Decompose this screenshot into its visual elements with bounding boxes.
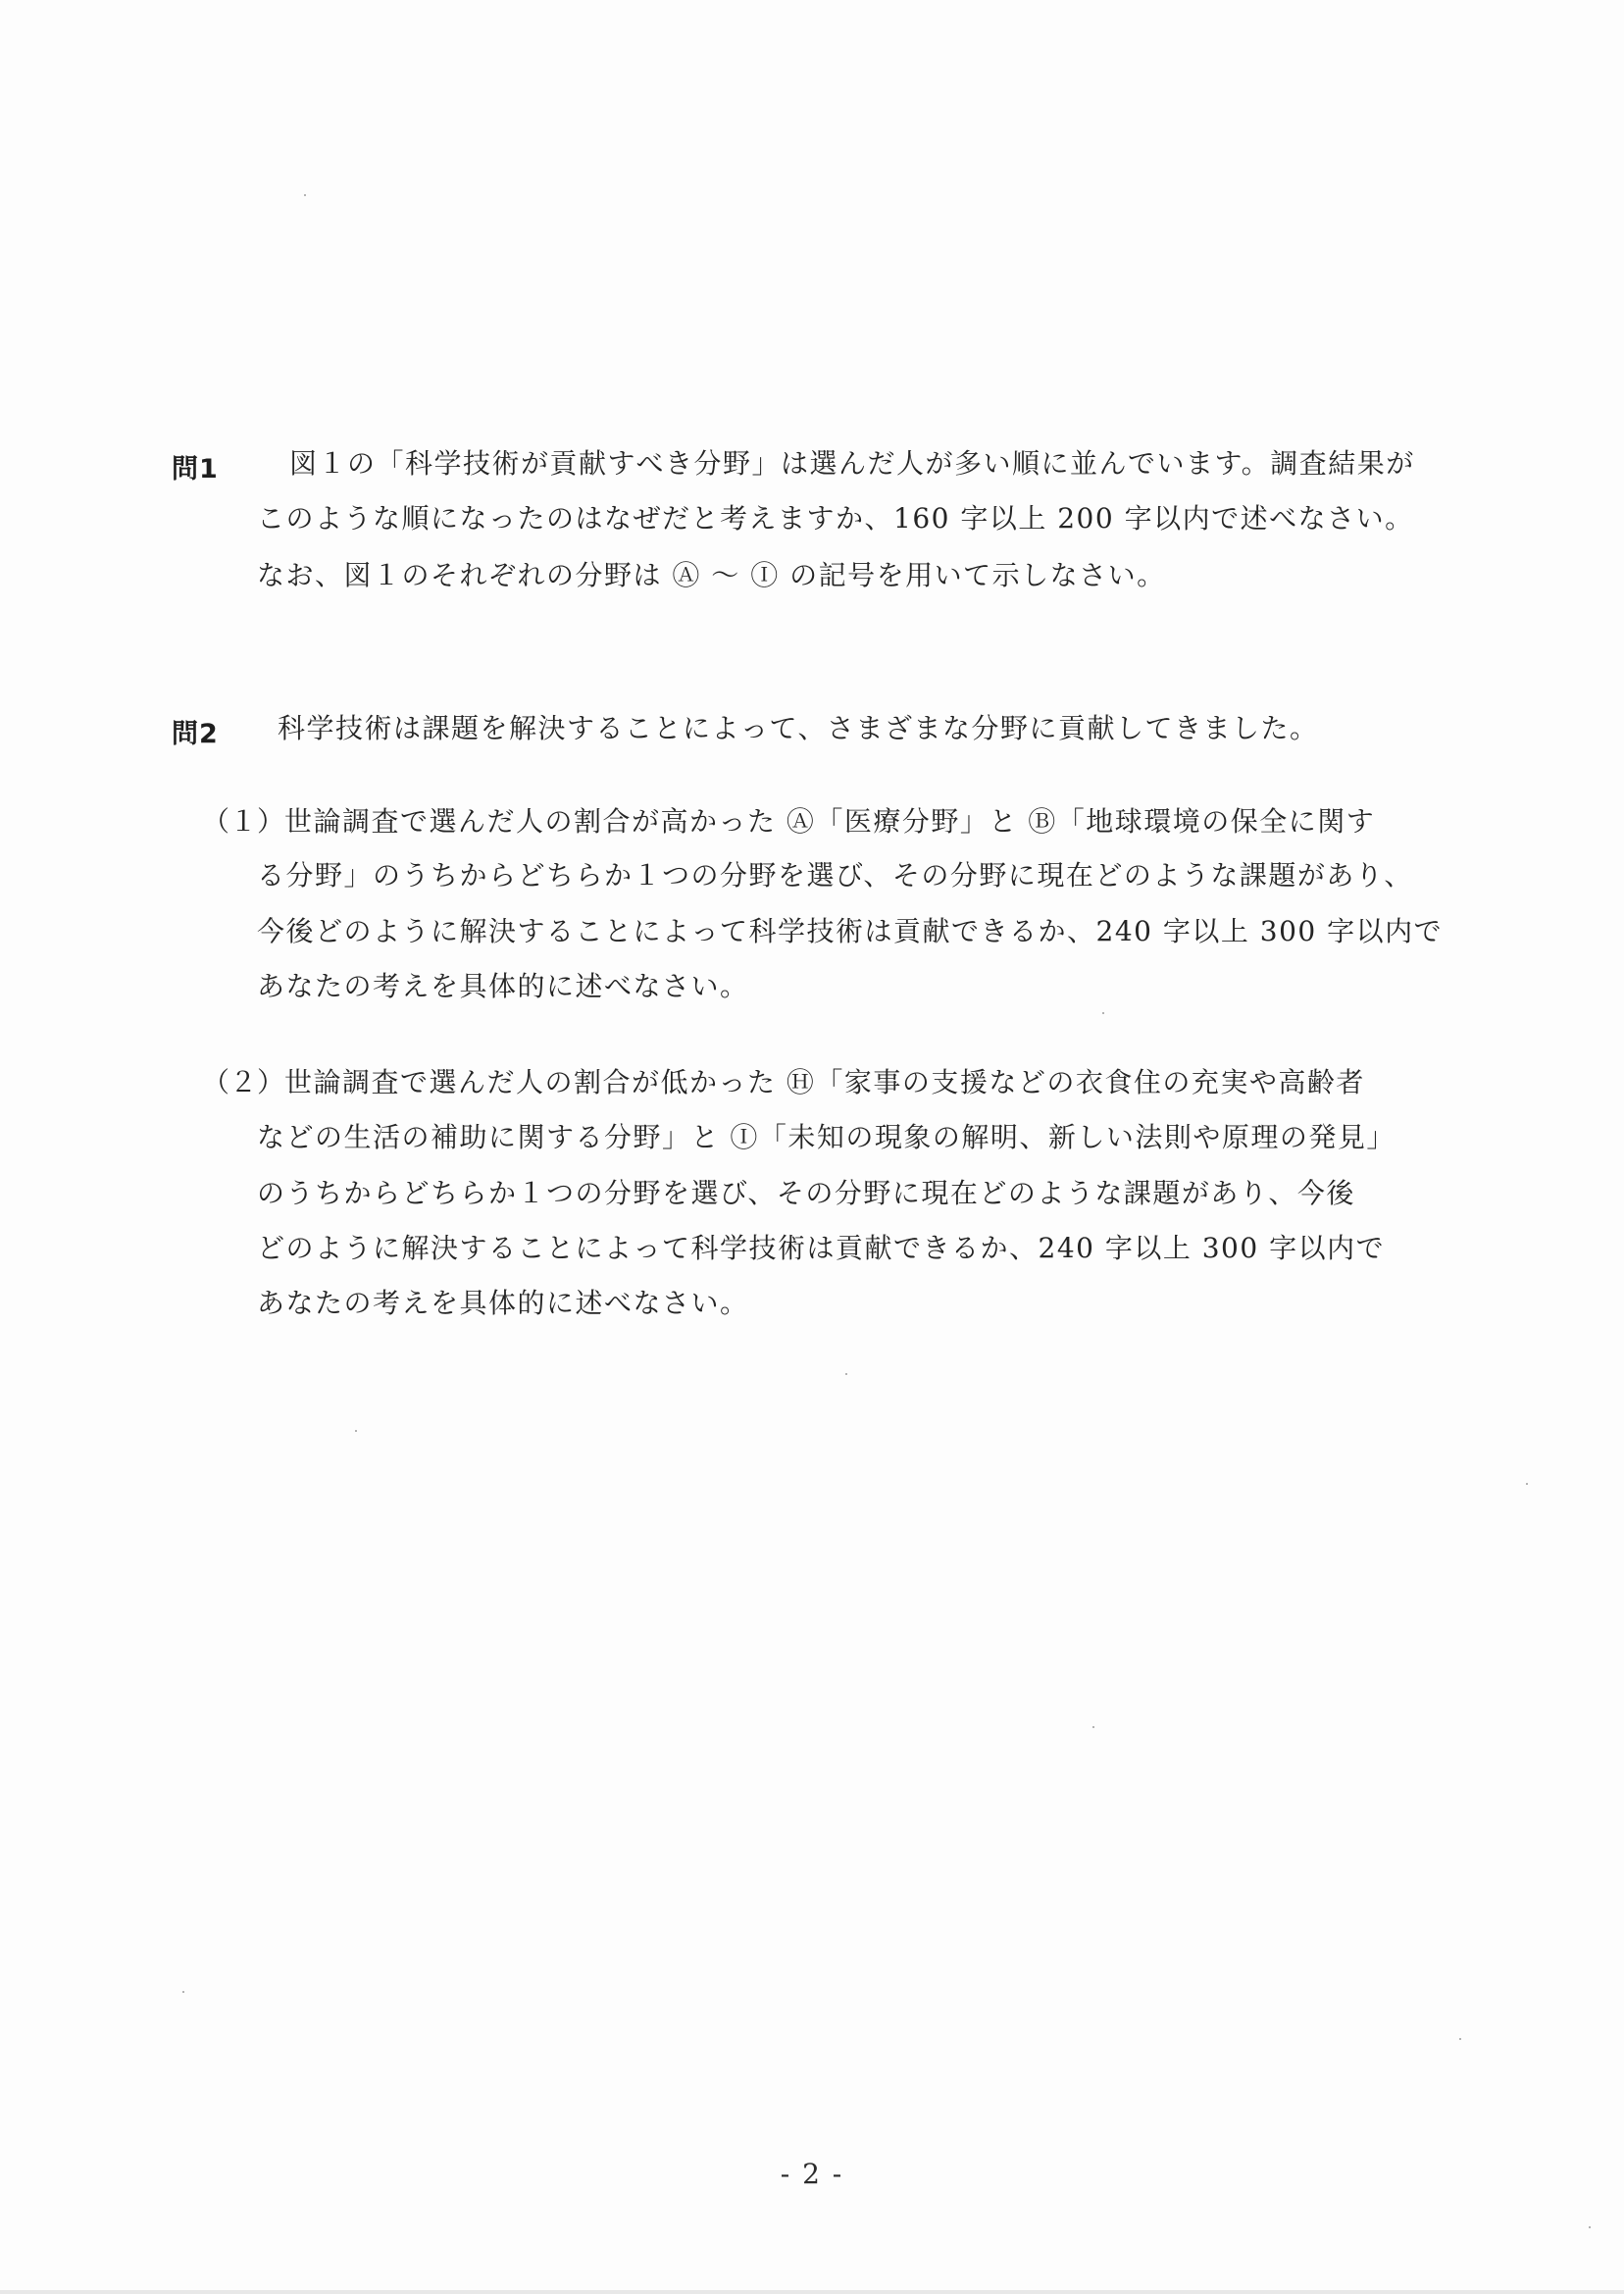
scan-speck [1459, 2038, 1461, 2040]
scan-speck [1526, 1483, 1528, 1485]
question-2-part-2-line-2: などの生活の補助に関する分野」と Ⓘ「未知の現象の解明、新しい法則や原理の発見」 [257, 1121, 1396, 1153]
question-2-label: 問2 [172, 719, 219, 749]
scan-speck [1102, 1012, 1104, 1014]
question-1-line-2: このような順になったのはなぜだと考えますか、160 字以上 200 字以内で述べなさい。 [257, 502, 1414, 535]
question-2-part-1-line-4: あなたの考えを具体的に述べなさい。 [257, 970, 749, 1002]
question-2-part-2-number: （２） [202, 1066, 285, 1098]
question-1-label: 問1 [172, 454, 219, 484]
scan-speck [182, 1991, 184, 1993]
page-number: - 2 - [780, 2158, 844, 2190]
question-2-part-1-line-3: 今後どのように解決することによって科学技術は貢献できるか、240 字以上 300 字以内で [257, 915, 1444, 947]
question-2-part-2-line-5: あなたの考えを具体的に述べなさい。 [257, 1287, 749, 1319]
question-2-part-2-line-3: のうちからどちらか１つの分野を選び、その分野に現在どのような課題があり、今後 [257, 1177, 1355, 1209]
scan-speck [304, 194, 306, 196]
question-2-part-1-line-1: 世論調査で選んだ人の割合が高かった Ⓐ「医療分野」と Ⓑ「地球環境の保全に関す [284, 805, 1376, 838]
question-1-line-1: 図１の「科学技術が貢献すべき分野」は選んだ人が多い順に並んでいます。調査結果が [289, 447, 1415, 480]
question-2-part-1-number: （１） [202, 805, 285, 838]
scan-speck [1092, 1726, 1094, 1728]
scan-speck [845, 1373, 847, 1375]
scan-speck [355, 1430, 357, 1432]
question-2-part-1-line-2: る分野」のうちからどちらか１つの分野を選び、その分野に現在どのような課題があり、 [257, 859, 1413, 892]
question-2-part-2-line-4: どのように解決することによって科学技術は貢献できるか、240 字以上 300 字以内で [257, 1232, 1386, 1264]
question-2-part-2-line-1: 世論調査で選んだ人の割合が低かった Ⓗ「家事の支援などの衣食住の充実や高齢者 [284, 1066, 1365, 1098]
scan-speck [1589, 2226, 1591, 2228]
question-2-intro: 科学技術は課題を解決することによって、さまざまな分野に貢献してきました。 [278, 712, 1319, 744]
question-1-line-3: なお、図１のそれぞれの分野は Ⓐ ～ Ⓘ の記号を用いて示しなさい。 [257, 559, 1166, 591]
scan-bottom-edge [0, 2290, 1624, 2294]
